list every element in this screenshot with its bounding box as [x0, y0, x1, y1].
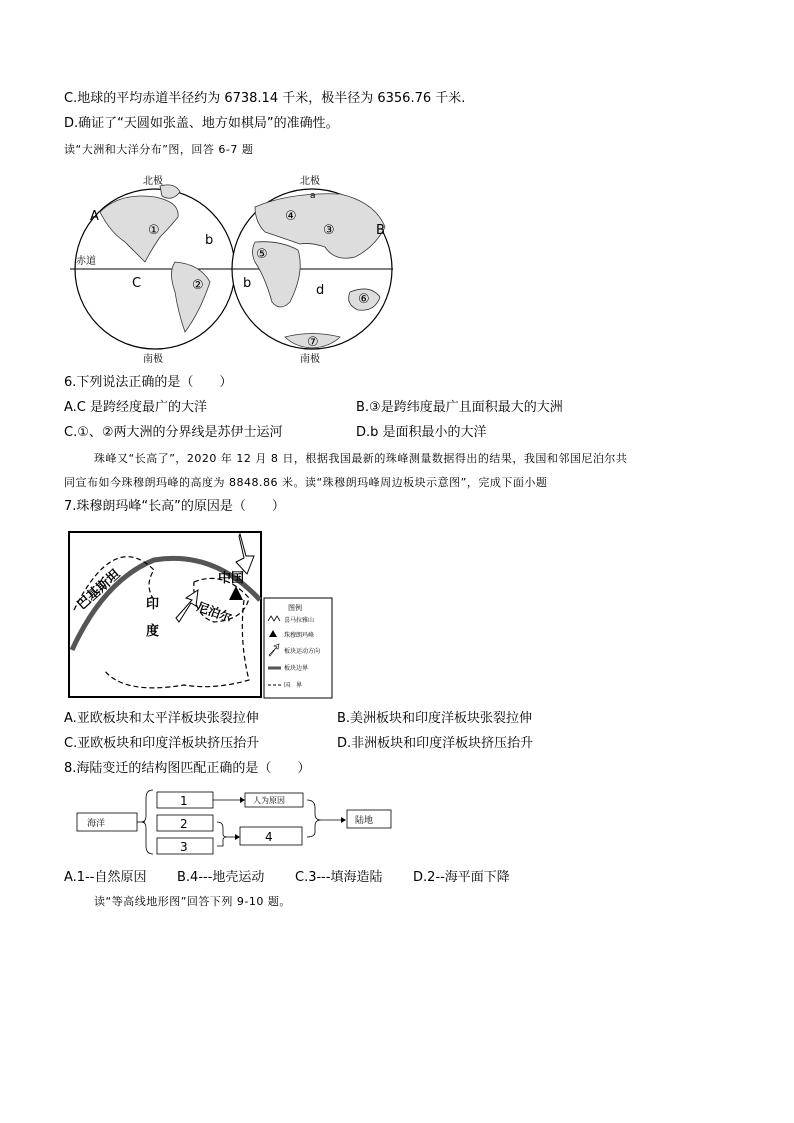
china-label: 中国 [218, 571, 245, 586]
question-7-stem: 7.珠穆朗玛峰“长高”的原因是（ ） [64, 499, 285, 514]
label-b-left: b [205, 233, 214, 248]
q6-option-a[interactable]: A.C 是跨经度最广的大洋 [64, 400, 208, 415]
q8-option-c[interactable]: C.3---填海造陆 [295, 870, 383, 885]
label-3: ③ [323, 223, 335, 238]
label-C: C [132, 276, 142, 291]
legend-boundary: 板块边界 [284, 665, 309, 672]
q7-option-d[interactable]: D.非洲板块和印度洋板块挤压抬升 [337, 736, 534, 751]
label-B: B [376, 223, 385, 238]
land-label: 陆地 [355, 816, 374, 826]
passage-line-1: 珠峰又“长高了”，2020 年 12 月 8 日，根据我国最新的珠峰测量数据得出的结果，我国和邻国尼泊尔共 [94, 452, 628, 465]
label-a: a [310, 191, 316, 201]
instruction-6-7: 读“大洲和大洋分布”图，回答 6-7 题 [64, 143, 254, 156]
label-d: d [316, 283, 325, 298]
north-pole-label-right: 北极 [300, 176, 320, 187]
question-8-stem: 8.海陆变迁的结构图匹配正确的是（ ） [64, 761, 311, 776]
box-2-label: 2 [180, 817, 188, 831]
legend-himalaya: 喜马拉雅山 [284, 617, 315, 624]
q7-option-b[interactable]: B.美洲板块和印度洋板块张裂拉伸 [337, 711, 533, 726]
passage-line-2: 同宣布如今珠穆朗玛峰的高度为 8848.86 米。读“珠穆朗玛峰周边板块示意图”，完成下面小题 [64, 476, 548, 489]
label-4: ④ [285, 209, 297, 224]
q8-option-d[interactable]: D.2--海平面下降 [413, 870, 510, 885]
human-cause-label: 人为原因 [253, 796, 285, 805]
ocean-label: 海洋 [87, 819, 106, 829]
label-A: A [90, 209, 99, 224]
label-5: ⑤ [256, 247, 268, 262]
label-7: ⑦ [307, 335, 319, 350]
continents-oceans-map [60, 172, 400, 372]
q6-option-c[interactable]: C.①、②两大洲的分界线是苏伊士运河 [64, 425, 283, 440]
north-pole-label-left: 北极 [143, 176, 163, 187]
pakistan-label: 巴基斯坦 [74, 567, 124, 613]
legend-everest: 珠穆朗玛峰 [284, 632, 315, 639]
q6-option-b[interactable]: B.③是跨纬度最广且面积最大的大洲 [356, 400, 563, 415]
option-c-line: C.地球的平均赤道半径约为 6738.14 千米，极半径为 6356.76 千米. [64, 91, 466, 106]
box-4-label: 4 [265, 830, 273, 844]
q6-option-d[interactable]: D.b 是面积最小的大洋 [356, 425, 487, 440]
legend-movement: 板块运动方向 [284, 648, 321, 655]
label-6: ⑥ [358, 292, 370, 307]
label-1: ① [148, 223, 160, 238]
sea-land-change-diagram [75, 784, 395, 860]
option-d-line: D.确证了“天圆如张盖、地方如棋局”的准确性。 [64, 116, 339, 131]
india-label-2: 度 [146, 624, 160, 639]
q7-option-c[interactable]: C.亚欧板块和印度洋板块挤压抬升 [64, 736, 260, 751]
question-6-stem: 6.下列说法正确的是（ ） [64, 375, 233, 390]
q8-option-b[interactable]: B.4---地壳运动 [177, 870, 265, 885]
india-label-1: 印 [146, 597, 160, 612]
equator-label: 赤道 [76, 256, 96, 267]
q7-option-a[interactable]: A.亚欧板块和太平洋板块张裂拉伸 [64, 711, 259, 726]
instruction-9-10: 读“等高线地形图”回答下列 9-10 题。 [94, 895, 291, 908]
box-1-label: 1 [180, 794, 188, 808]
legend-title: 图例 [288, 604, 302, 612]
south-pole-label-left: 南极 [143, 354, 163, 365]
nepal-label: 尼泊尔 [194, 599, 234, 626]
q8-option-a[interactable]: A.1--自然原因 [64, 870, 147, 885]
box-3-label: 3 [180, 840, 188, 854]
everest-plates-map [64, 530, 336, 702]
south-pole-label-right: 南极 [300, 354, 320, 365]
label-2: ② [192, 278, 204, 293]
label-b-right: b [243, 276, 252, 291]
legend-border: 国 界 [284, 682, 303, 689]
